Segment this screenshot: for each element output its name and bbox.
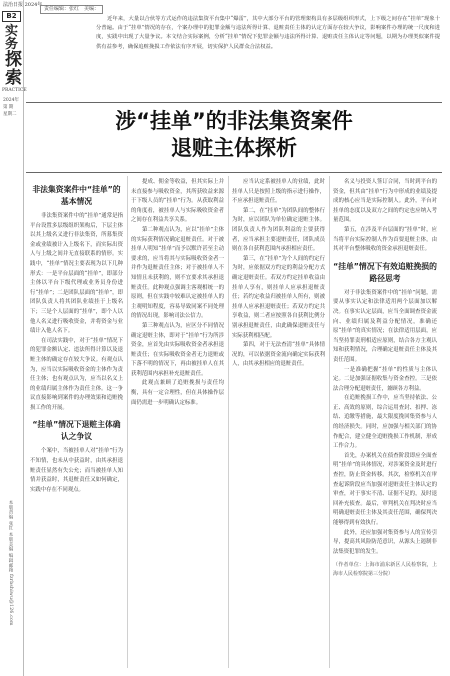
- paragraph: 非法集资案件中的“挂单”通常是指平台设置多层级组织架构后，下层主体以其上级名义进行非法集资，所募集资金或业绩被计入上级名下，而实际出资人与上级之间并无直接联系的情形。实践中，“挂单”情况主要表现为以下几种形式：一是平台层面的“挂单”，即部分主体以平台下级代理或业务员身份进行“挂单”；二是团队层面的“挂单”，即团队负责人将其团队业绩挂于上级名下；三是个人层面的“挂单”，即个人以他人名义进行吸收资金，并将资金与业绩计入他人名下。: [30, 213, 123, 335]
- paragraph: 在司法实践中，对于“挂单”情况下的犯罪金额认定、违法所得计算以及退赃主体的确定存在较大争议。有观点认为，应当以实际吸收资金的主体作为责任主体；也有观点认为，应当以名义上的业绩归属主体作为责任主体。这一争议直接影响到案件的办理效果和追赃挽损工作的开展。: [30, 337, 123, 411]
- article-column: [232, 178, 325, 370]
- side-note: 本版责编 张红 本版美编 编辑邮箱 fzrbshiwu@126.com: [8, 500, 13, 626]
- date: 2024年: [3, 98, 19, 103]
- paragraph: 第五，在涉及平台层面的“挂单”时，应当将平台实际控制人作为首要退赃主体，由其对平台整体吸收的资金承担退赃责任。: [333, 226, 437, 253]
- headline-line: 涉“挂单”的非法集资案件: [115, 109, 353, 133]
- paragraph: 名义与投资人签订合同，当时到平台的资金，但其由“挂单”行为中形成的业绩及提成的核心应当是实际控制人。此外，平台对挂单的态度以及双方之间的约定也应纳入考量范围。: [333, 179, 437, 224]
- column-rule: [127, 176, 128, 668]
- column-rule: [228, 176, 229, 668]
- article-column: [131, 178, 224, 408]
- left-strip: [0, 0, 43, 676]
- column-name-char: 索: [5, 68, 22, 88]
- editor-line: 责任编辑：张红 美编：: [40, 5, 103, 14]
- column-rule: [329, 176, 330, 668]
- masthead: 法治日报 2024年: [3, 2, 43, 8]
- article-column: [30, 178, 123, 495]
- paragraph: 在追赃挽损工作中，应当坚持依法、公正、高效的原则，综合运用查封、扣押、冻结、追缴等措施，最大限度挽回集资参与人的经济损失。同时，应加强与相关部门的协作配合，建立健全追赃挽损工作机制，形成工作合力。: [333, 395, 437, 450]
- column-en: PRACTICE: [2, 88, 27, 93]
- column-name-char: 务: [5, 37, 19, 52]
- paragraph: 对于非法集资案件中的“挂单”问题，需要从事实认定和法律适用两个层面加以解决。在事实认定层面，应当全面调查资金流向、业绩归属及利益分配情况，准确还原“挂单”的真实情况；在法律适用层面，应当坚持罪责刑相适应原则，结合各方主观认知和获利情况，合理确定退赃责任主体及其责任范围。: [333, 289, 437, 363]
- section-tag: B2: [2, 11, 21, 22]
- paragraph: 应当认定系被挂单人的业绩，此时挂单人只是按照上级的指示进行操作，不应承担退赃责任。: [232, 179, 325, 205]
- paragraph: 第三，在“挂单”为个人间的约定行为时，应依据双方约定的利益分配方式确定退赃责任。若双方约定挂单收益由挂单人享有，则挂单人应承担退赃责任；若约定收益归被挂单人所有，则被挂单人应承担退赃责任；若双方约定共享收益，则二者应按照各自获利比例分别承担退赃责任，由此确保退赃责任与实际获利相匹配。: [232, 255, 325, 339]
- paragraph: 第三种观点认为，应区分不同情况确定退赃主体，即对于“挂单”行为所涉资金，应首先由实际吸收资金者承担退赃责任；在实际吸收资金者无力退赃或下落不明的情况下，再由被挂单人在其获利范围内承担补充退赃责任。: [131, 322, 224, 377]
- section-heading: 非法集资案件中“挂单”的基本情况: [32, 185, 121, 206]
- paragraph: 首先，办案机关在侦查阶段即应全面查明“挂单”的具体情况，对涉案资金及时进行查控，防止资金转移。其次，检察机关在审查起诉阶段应当加强对退赃责任主体认定的审查，对于事实不清、证据不足的，及时退回补充侦查。最后，审判机关在判决时应当明确退赃责任主体及其责任范围，确保判决能够得到有效执行。: [333, 452, 437, 526]
- issue-no: 第 期: [3, 105, 14, 110]
- paragraph: 第四，对于无法查清“挂单”具体情况的，可以依据资金流向确定实际获利人，由其承担相应的退赃责任。: [232, 342, 325, 368]
- paragraph: 一是准确把握“挂单”的性质与主体认定。二是加强证据收集与资金查控。三是依法合理分配退赃责任，兼顾各方利益。: [333, 366, 437, 392]
- headline: [26, 108, 442, 162]
- paragraph: 个案中，当被挂单人对“挂单”行为不知情，也未从中获益时，由其承担退赃责任显然有失公允；而当被挂单人知情并获益时，其退赃责任又如何确定，实践中存在不同观点。: [30, 448, 123, 493]
- author-note: （作者单位：上海市浦东新区人民检察院，上海市人民检察院第三分院）: [333, 562, 437, 577]
- headline-line: 退赃主体探析: [171, 136, 297, 160]
- section-heading: “挂单”情况下退赃主体确认之争议: [32, 420, 121, 442]
- column-name-char: 探: [5, 50, 22, 70]
- article-column: [333, 178, 437, 579]
- paragraph: 此外，还应加强对集资参与人的宣传引导，提高其风险防范意识，从源头上遏制非法集资犯罪的发生。: [333, 529, 437, 555]
- lead-paragraph: 近年来，大量以合伙等方式运作的违法集资平台集中“爆雷”，其中大部分平台的管理架构具有多层级组织形式，上下级之间存在“挂单”现象十分普遍。由于“挂单”情况的存在，个案办理中的犯罪金额与违法所得计算、退赃责任主体的认定方面存在较大争议，影响案件办理的统一尺度和进度，实践中出现了大量争议。本文结合实际案例，分析“挂单”情况下犯罪金额与违法所得计算、退赃责任主体认定等问题，以期为办理类似案件提供有益参考，确保追赃挽损工作依法有序开展，切实保护人民群众合法权益。: [96, 16, 440, 50]
- divider: [26, 172, 442, 173]
- paragraph: 第二，在“挂单”为团队间的整体行为时，应以团队为单位确定退赃主体。团队负责人作为团队利益的主要获得者，应当承担主要退赃责任，团队成员则在各自获利范围内承担相应责任。: [232, 207, 325, 253]
- column-name-char: 实: [5, 24, 19, 39]
- section-heading: “挂单”情况下有效追赃挽损的路径思考: [333, 261, 437, 283]
- paragraph: 提成、佣金等收益，但其实际上并未直接参与吸收资金，其所获收益来源于下级人员的“挂单”行为。从获取利益的角度看，被挂单人与实际吸收资金者之间存在利益共享关系。: [131, 179, 224, 224]
- paragraph: 第二种观点认为，应以“挂单”主体的实际获利情况确定退赃责任。对于被挂单人明知“挂单”而予以默许甚至主动要求的，应当将其与实际吸收资金者一并作为退赃责任主体；对于被挂单人不知情且未获利的，则不宜要求其承担退赃责任。此种观点强调主客观相统一的原则，但在实践中较难认定被挂单人的主观明知程度，容易导致同案不同处理的情况出现，影响司法公信力。: [131, 226, 224, 320]
- divider: [26, 102, 442, 103]
- weekday: 星期二: [3, 112, 17, 117]
- column-name: [5, 24, 22, 88]
- paragraph: 此观点兼顾了追赃挽损与责任均衡，具有一定合理性，但在具体操作层面仍需进一步明确认定标准。: [131, 380, 224, 406]
